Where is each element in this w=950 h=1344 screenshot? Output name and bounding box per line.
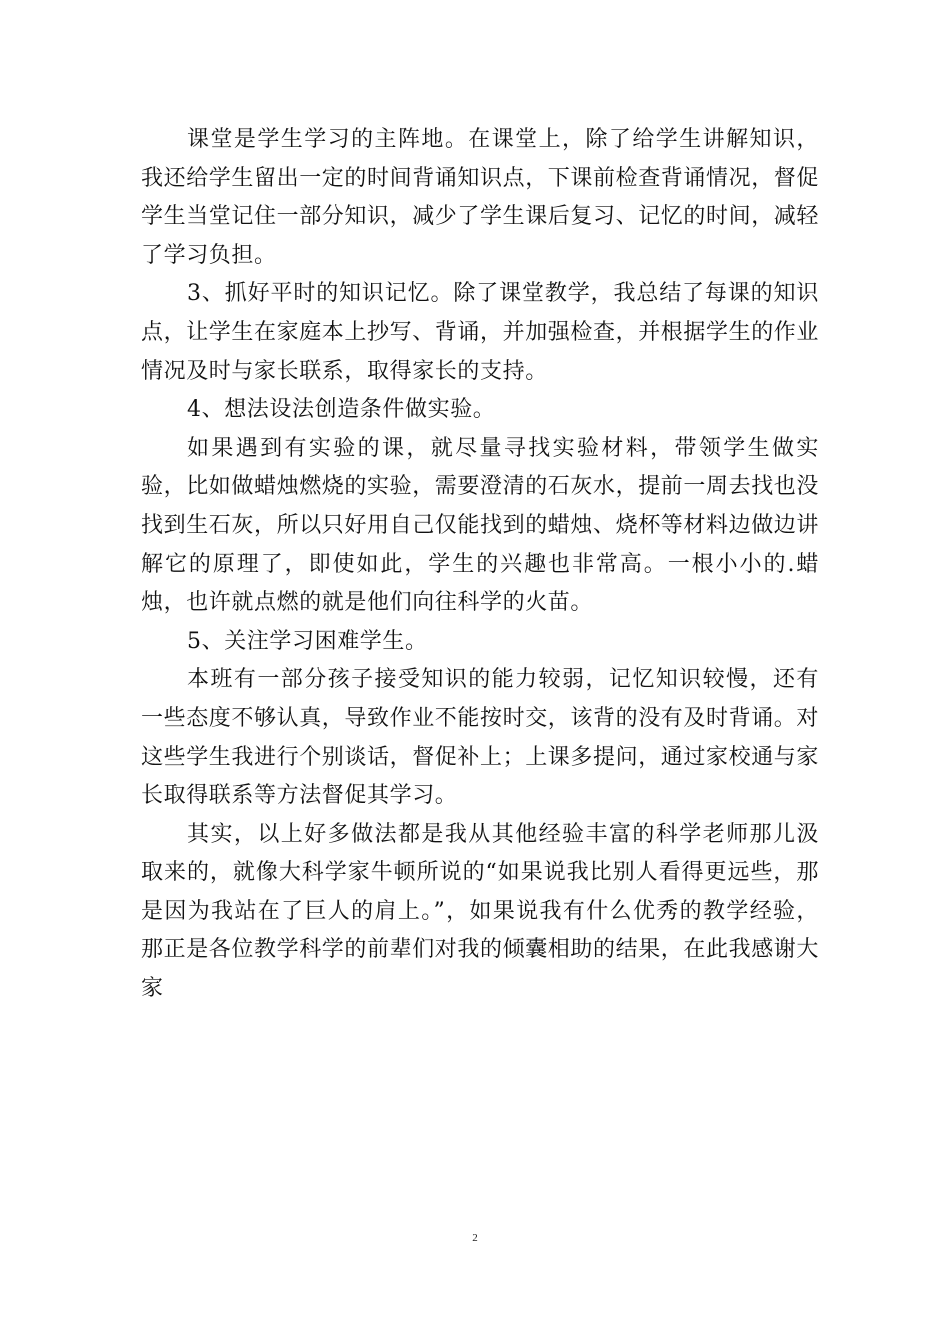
- document-body: [141, 121, 819, 1009]
- paragraph-conclusion: 其实，以上好多做法都是我从其他经验丰富的科学老师那儿汲取来的，就像大科学家牛顿所说的“如果说我比别人看得更远些，那是因为我站在了巨人的肩上。”，如果说我有什么优秀的教学经验，那正是各位教学科学的前辈们对我的倾囊相助的结果，在此我感谢大家: [141, 821, 820, 1002]
- paragraph-experiments: 如果遇到有实验的课，就尽量寻找实验材料，带领学生做实验，比如做蜡烛燃烧的实验，需要澄清的石灰水，提前一周去找也没找到生石灰，所以只好用自己仅能找到的蜡烛、烧杯等材料边做边讲解它的原理了，即使如此，学生的兴趣也非常高。一根小小的.蜡烛，也许就点燃的就是他们向往科学的火苗。: [141, 435, 820, 616]
- page-number: 2: [472, 1232, 478, 1244]
- paragraph-classroom: 课堂是学生学习的主阵地。在课堂上，除了给学生讲解知识，我还给学生留出一定的时间背诵知识点，下课前检查背诵情况，督促学生当堂记住一部分知识，减少了学生课后复习、记忆的时间，减轻了学习负担。: [141, 127, 820, 268]
- paragraph-struggling-students: 本班有一部分孩子接受知识的能力较弱，记忆知识较慢，还有一些态度不够认真，导致作业不能按时交，该背的没有及时背诵。对这些学生我进行个别谈话，督促补上；上课多提问，通过家校通与家长取得联系等方法督促其学习。: [141, 667, 820, 809]
- paragraph-point-4-heading: 4、想法设法创造条件做实验。: [187, 397, 496, 423]
- paragraph-point-3: 3、抓好平时的知识记忆。除了课堂教学，我总结了每课的知识点，让学生在家庭本上抄写、背诵，并加强检查，并根据学生的作业情况及时与家长联系，取得家长的支持。: [141, 281, 820, 384]
- paragraph-point-5-heading: 5、关注学习困难学生。: [187, 628, 428, 654]
